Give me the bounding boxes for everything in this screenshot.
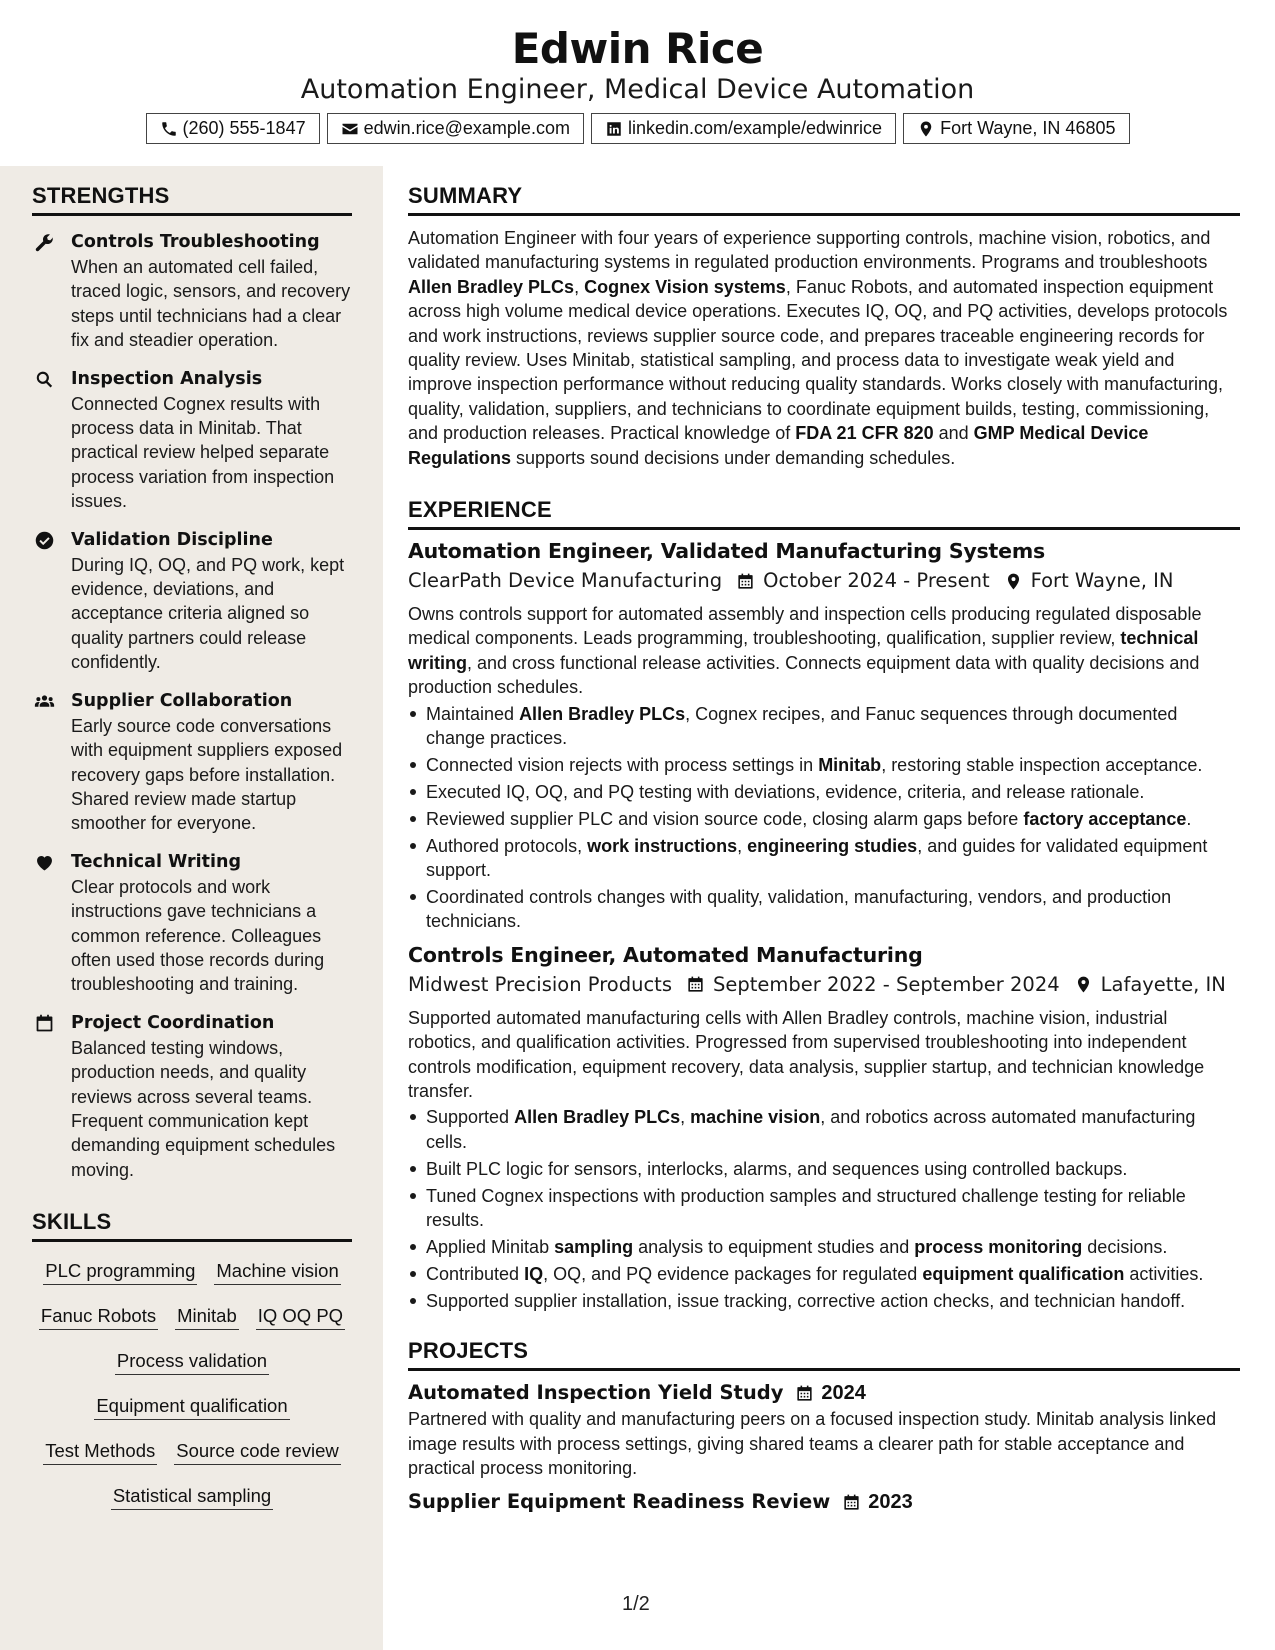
strength-title: Supplier Collaboration bbox=[71, 690, 293, 711]
text-run: Supported supplier installation, issue tracking, corrective action checks, and technician handoff. bbox=[426, 1290, 1186, 1311]
text-run: Automation Engineer with four years of experience supporting controls, machine vision, robotics, and validated manufacturing systems in regulated production environments. Programs and troubleshoots bbox=[408, 228, 1211, 273]
text-run: decisions. bbox=[1082, 1237, 1168, 1257]
text-run: , and robotics across automated manufacturing cells. bbox=[426, 1107, 1196, 1152]
strength-desc: Balanced testing windows, production needs, and quality reviews across several teams. Frequent communication kept demanding equipment schedules moving. bbox=[71, 1037, 336, 1180]
skills-list bbox=[32, 1258, 352, 1528]
skill-row bbox=[32, 1348, 352, 1393]
job-bullets bbox=[408, 1105, 1240, 1313]
bullet-item bbox=[408, 1262, 1240, 1286]
calendar-icon bbox=[795, 1384, 814, 1403]
text-run: Maintained bbox=[426, 703, 520, 724]
strength-item bbox=[32, 230, 352, 353]
contact-phone[interactable] bbox=[146, 113, 320, 144]
bold-keyword: sampling bbox=[554, 1237, 634, 1257]
skill-tag: Minitab bbox=[175, 1303, 239, 1330]
skill-tag: Equipment qualification bbox=[94, 1393, 289, 1420]
text-run: Connected vision rejects with process settings in bbox=[426, 755, 819, 775]
skill-row bbox=[32, 1303, 352, 1348]
bold-keyword: technical writing bbox=[408, 628, 1199, 673]
strength-desc: During IQ, OQ, and PQ work, kept evidence, deviations, and acceptance criteria aligned so quality partners could release confidently. bbox=[71, 554, 345, 673]
users-icon bbox=[34, 691, 55, 712]
skill-tag: Statistical sampling bbox=[111, 1483, 273, 1510]
text-run: Tuned Cognex inspections with production samples and structured challenge testing for reliable results. bbox=[426, 1185, 1186, 1231]
strength-desc: When an automated cell failed, traced logic, sensors, and recovery steps until technicians had a clear fix and steadier operation. bbox=[71, 257, 351, 351]
text-run: Authored protocols, bbox=[426, 835, 588, 856]
strength-title: Project Coordination bbox=[71, 1012, 275, 1033]
job-dates: October 2024 - Present bbox=[763, 569, 990, 593]
bold-keyword: Cognex Vision systems bbox=[584, 276, 786, 297]
text-run: Applied Minitab bbox=[426, 1237, 555, 1257]
text-run: , bbox=[574, 276, 585, 297]
envelope-icon bbox=[341, 120, 359, 138]
strength-title: Inspection Analysis bbox=[71, 368, 263, 389]
strength-title: Controls Troubleshooting bbox=[71, 232, 320, 252]
skill-tag: Fanuc Robots bbox=[39, 1303, 158, 1330]
text-run: , restoring stable inspection acceptance. bbox=[881, 755, 1203, 775]
experience-heading: EXPERIENCE bbox=[408, 480, 1240, 530]
experience-list bbox=[408, 537, 1240, 1313]
strength-title: Validation Discipline bbox=[71, 529, 273, 550]
strength-desc: Connected Cognex results with process data in Minitab. That practical review helped separate process variation from inspection issues. bbox=[71, 393, 335, 512]
main-content bbox=[408, 166, 1240, 1650]
page-number: 1/2 bbox=[622, 1593, 650, 1615]
strength-desc: Clear protocols and work instructions gave technicians a common reference. Colleagues often used those records during troubleshooting and training. bbox=[71, 876, 325, 995]
text-run: Reviewed supplier PLC and vision source code, closing alarm gaps before bbox=[426, 808, 1024, 829]
wrench-icon bbox=[34, 232, 55, 253]
bold-keyword: Allen Bradley PLCs bbox=[514, 1107, 681, 1128]
strengths-list bbox=[32, 230, 352, 1182]
bold-keyword: engineering studies bbox=[747, 835, 918, 856]
project-description: Partnered with quality and manufacturing peers on a focused inspection study. Minitab analysis linked image results with process settings, giving shared teams a clearer path for stable acceptance and practical process monitoring. bbox=[408, 1409, 1217, 1479]
calendar-icon bbox=[842, 1493, 861, 1512]
calendar-icon bbox=[34, 1013, 55, 1034]
job-title: Automation Engineer, Validated Manufacturing Systems bbox=[408, 539, 1046, 564]
bold-keyword: GMP Medical Device Regulations bbox=[408, 423, 1149, 468]
contact-location-text: Fort Wayne, IN 46805 bbox=[940, 118, 1116, 138]
calendar-icon bbox=[795, 1384, 814, 1403]
text-run: , and cross functional release activities. Connects equipment data with quality decisions and production schedules. bbox=[408, 652, 1200, 698]
job-description bbox=[408, 1006, 1240, 1104]
contact-bar bbox=[0, 113, 1275, 144]
search-icon bbox=[34, 369, 55, 390]
phone-icon bbox=[160, 120, 178, 138]
candidate-role: Automation Engineer, Medical Device Automation bbox=[300, 74, 975, 105]
skill-tag: PLC programming bbox=[43, 1258, 197, 1285]
text-run: Built PLC logic for sensors, interlocks, alarms, and sequences using controlled backups. bbox=[426, 1158, 1128, 1179]
project-name: Automated Inspection Yield Study bbox=[408, 1381, 784, 1405]
search-icon bbox=[34, 369, 55, 390]
projects-list bbox=[408, 1379, 1240, 1516]
text-run: and bbox=[933, 423, 974, 444]
bullet-item bbox=[408, 1105, 1240, 1154]
skill-tag: Source code review bbox=[174, 1438, 340, 1465]
check-circle-icon bbox=[34, 530, 55, 551]
contact-phone-text: (260) 555-1847 bbox=[182, 118, 306, 138]
map-pin-icon bbox=[1004, 572, 1023, 591]
text-run: activities. bbox=[1124, 1263, 1204, 1284]
job-description bbox=[408, 602, 1240, 700]
bullet-item bbox=[408, 702, 1240, 751]
job-meta bbox=[408, 970, 1240, 1000]
contact-email[interactable] bbox=[327, 113, 584, 144]
strength-item bbox=[32, 850, 352, 997]
strength-item bbox=[32, 689, 352, 836]
strength-item bbox=[32, 1011, 352, 1182]
skill-tag: IQ OQ PQ bbox=[256, 1303, 345, 1330]
bold-keyword: process monitoring bbox=[914, 1237, 1083, 1257]
text-run: . bbox=[1186, 808, 1192, 829]
projects-heading: PROJECTS bbox=[408, 1321, 1240, 1371]
candidate-name: Edwin Rice bbox=[511, 24, 764, 73]
map-pin-icon bbox=[917, 120, 935, 138]
text-run: , and guides for validated equipment support. bbox=[426, 835, 1208, 881]
bullet-item bbox=[408, 1235, 1240, 1259]
skill-row bbox=[32, 1483, 352, 1528]
text-run: Contributed bbox=[426, 1263, 525, 1284]
users-icon bbox=[34, 691, 55, 712]
bold-keyword: Allen Bradley PLCs bbox=[408, 276, 575, 297]
job-company: Midwest Precision Products bbox=[408, 972, 672, 996]
bullet-item bbox=[408, 885, 1240, 934]
job-location: Fort Wayne, IN bbox=[1030, 569, 1174, 593]
calendar-icon bbox=[34, 1013, 55, 1034]
text-run: , OQ, and PQ evidence packages for regulated bbox=[543, 1263, 923, 1284]
bullet-item bbox=[408, 1289, 1240, 1313]
summary-text bbox=[408, 226, 1240, 470]
bold-keyword: Minitab bbox=[818, 755, 882, 775]
skill-row bbox=[32, 1438, 352, 1483]
strengths-heading: STRENGTHS bbox=[32, 166, 352, 216]
text-run: Supported automated manufacturing cells with Allen Bradley controls, machine vision, industrial robotics, and qualification activities. Progressed from supervised troubleshooting into independent controls modification, equipment recovery, data analysis, supplier startup, and technician knowledge transfer. bbox=[408, 1007, 1205, 1102]
bold-keyword: equipment qualification bbox=[922, 1263, 1125, 1284]
text-run: Executed IQ, OQ, and PQ testing with deviations, evidence, criteria, and release rationale. bbox=[426, 781, 1145, 802]
calendar-icon bbox=[842, 1493, 861, 1512]
project-name: Supplier Equipment Readiness Review bbox=[408, 1490, 831, 1514]
bold-keyword: FDA 21 CFR 820 bbox=[795, 423, 934, 444]
resume-header bbox=[0, 0, 1275, 166]
strength-desc: Early source code conversations with equipment suppliers exposed recovery gaps before installation. Shared review made startup smoother for everyone. bbox=[71, 715, 343, 834]
contact-location[interactable] bbox=[903, 113, 1129, 144]
strength-item bbox=[32, 528, 352, 675]
map-pin-icon bbox=[1004, 572, 1023, 591]
heart-icon bbox=[34, 852, 55, 873]
job-bullets bbox=[408, 702, 1240, 934]
bullet-item bbox=[408, 753, 1240, 777]
bullet-item bbox=[408, 780, 1240, 804]
bold-keyword: work instructions bbox=[587, 835, 738, 856]
strength-title: Technical Writing bbox=[71, 851, 242, 872]
text-run: , Cognex recipes, and Fanuc sequences through documented change practices. bbox=[426, 703, 1178, 749]
contact-linkedin-text: linkedin.com/example/edwinrice bbox=[627, 118, 883, 138]
job-company: ClearPath Device Manufacturing bbox=[408, 569, 723, 593]
summary-heading: SUMMARY bbox=[408, 166, 1240, 216]
text-run: , bbox=[737, 835, 748, 856]
job-meta bbox=[408, 566, 1240, 596]
text-run: Supported bbox=[426, 1107, 515, 1128]
map-pin-icon bbox=[1074, 975, 1093, 994]
skills-heading: SKILLS bbox=[32, 1192, 352, 1242]
contact-email-text: edwin.rice@example.com bbox=[363, 118, 570, 138]
text-run: , bbox=[680, 1107, 691, 1128]
contact-linkedin[interactable] bbox=[591, 113, 896, 144]
text-run: Owns controls support for automated assembly and inspection cells producing regulated disposable medical components. Leads programming, troubleshooting, qualification, supplier review, bbox=[408, 604, 1202, 649]
bold-keyword: Allen Bradley PLCs bbox=[519, 703, 686, 724]
bullet-item bbox=[408, 1184, 1240, 1233]
calendar-icon bbox=[736, 572, 755, 591]
text-run: , Fanuc Robots, and automated inspection equipment across high volume medical device operations. Executes IQ, OQ, and PQ activities, develops protocols and work instructions, reviews supplier source code, and prepares traceable engineering records for quality review. Uses Minitab, statistical sampling, and process data to investigate weak yield and improve inspection performance without reducing quality standards. Works closely with manufacturing, quality, validation, suppliers, and technicians to coordinate equipment builds, testing, commissioning, and production releases. Practical knowledge of bbox=[408, 276, 1228, 444]
bold-keyword: machine vision bbox=[690, 1107, 821, 1128]
wrench-icon bbox=[34, 232, 55, 253]
bold-keyword: factory acceptance bbox=[1023, 808, 1187, 829]
job-location: Lafayette, IN bbox=[1100, 972, 1226, 996]
check-circle-icon bbox=[34, 530, 55, 551]
skill-row bbox=[32, 1258, 352, 1303]
sidebar bbox=[0, 166, 383, 1650]
bullet-item bbox=[408, 1157, 1240, 1181]
skill-row bbox=[32, 1393, 352, 1438]
skill-tag: Process validation bbox=[115, 1348, 269, 1375]
bullet-item bbox=[408, 807, 1240, 831]
project-year: 2023 bbox=[868, 1491, 913, 1514]
job-title: Controls Engineer, Automated Manufacturing bbox=[408, 942, 923, 967]
project-year: 2024 bbox=[821, 1382, 866, 1405]
text-run: supports sound decisions under demanding schedules. bbox=[511, 447, 956, 468]
calendar-icon bbox=[686, 975, 705, 994]
bold-keyword: IQ bbox=[524, 1263, 544, 1284]
project-title bbox=[408, 1488, 1240, 1516]
project-title bbox=[408, 1379, 1240, 1407]
bullet-item bbox=[408, 834, 1240, 883]
heart-icon bbox=[34, 852, 55, 873]
skill-tag: Test Methods bbox=[43, 1438, 157, 1465]
calendar-icon bbox=[736, 572, 755, 591]
calendar-icon bbox=[686, 975, 705, 994]
linkedin-icon bbox=[605, 120, 623, 138]
skill-tag: Machine vision bbox=[214, 1258, 340, 1285]
job-dates: September 2022 - September 2024 bbox=[712, 972, 1060, 996]
text-run: analysis to equipment studies and bbox=[633, 1237, 915, 1257]
map-pin-icon bbox=[1074, 975, 1093, 994]
text-run: Coordinated controls changes with quality, validation, manufacturing, vendors, and production technicians. bbox=[426, 887, 1172, 932]
strength-item bbox=[32, 367, 352, 514]
